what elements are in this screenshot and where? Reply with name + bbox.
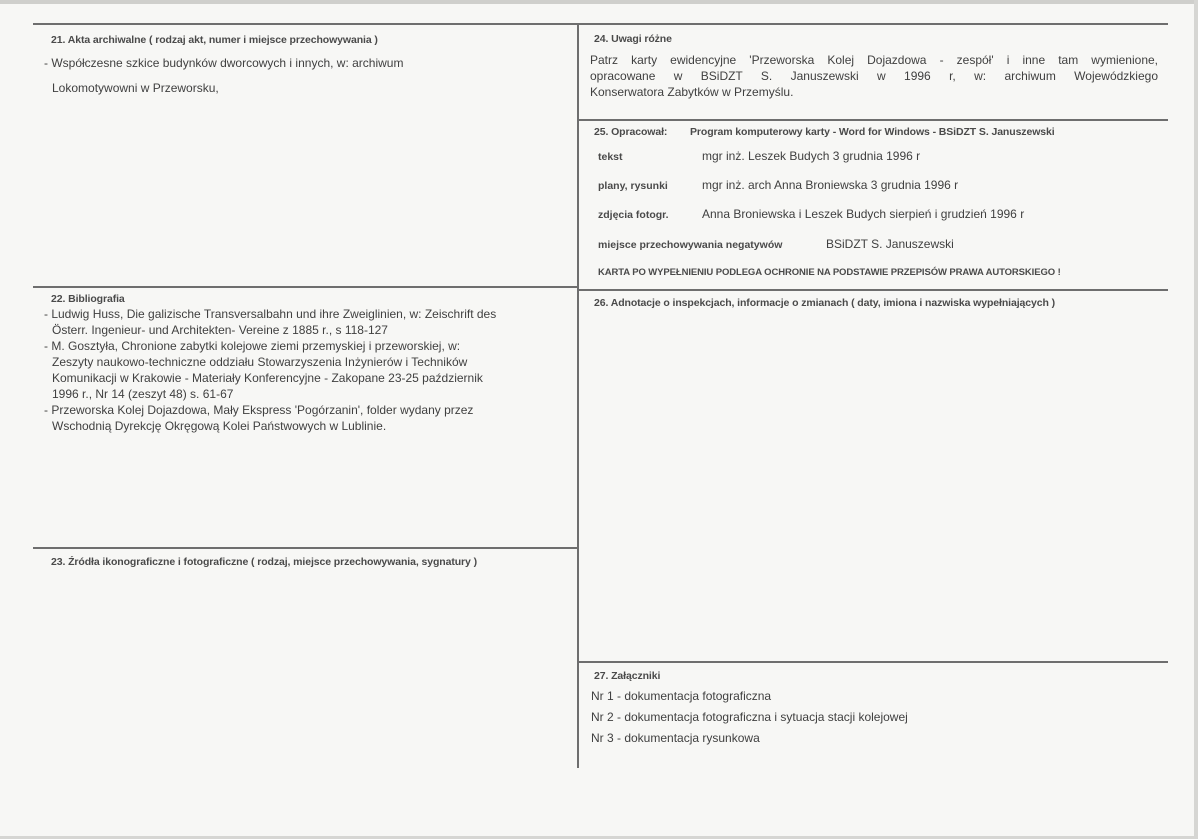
remarks-line: Patrz karty ewidencyjne 'Przeworska Kolej Dojazdowa - zespół' i inne tam wymienione, — [590, 53, 1158, 67]
attachment-item: Nr 2 - dokumentacja fotograficzna i sytuacja stacji kolejowej — [591, 710, 908, 724]
section-21-line: Lokomotywowni w Przeworsku, — [52, 81, 219, 95]
author-row-value: mgr inż. arch Anna Broniewska 3 grudnia 1996 r — [702, 178, 959, 192]
section-24-body — [590, 52, 1158, 100]
section-25-program: Program komputerowy karty - Word for Windows - BSiDZT S. Januszewski — [690, 126, 1055, 138]
bibliography-line: - Ludwig Huss, Die galizische Transversalbahn und ihre Zweiglinien, w: Zeischrift des — [44, 307, 497, 321]
section-26-header: 26. Adnotacje o inspekcjach, informacje o zmianach ( daty, imiona i nazwiska wypełniających ) — [594, 297, 1056, 309]
section-24-header: 24. Uwagi różne — [594, 33, 672, 45]
attachment-item: Nr 3 - dokumentacja rysunkowa — [591, 731, 760, 745]
remarks-line: Konserwatora Zabytków w Przemyślu. — [590, 85, 794, 99]
rule-left-21-22 — [33, 286, 578, 288]
section-22-body — [44, 306, 574, 434]
rule-right-24-25 — [578, 119, 1168, 121]
bibliography-line: - M. Gosztyła, Chronione zabytki kolejowe ziemi przemyskiej i przeworskiej, w: — [44, 339, 461, 353]
remarks-line: opracowane w BSiDZT S. Januszewski w 1996 r, w: archiwum Wojewódzkiego — [590, 69, 1158, 83]
rule-left-22-23 — [33, 547, 578, 549]
section-27-header: 27. Załączniki — [594, 670, 661, 682]
card-edge-top — [0, 0, 1198, 4]
section-23-header: 23. Źródła ikonograficzne i fotograficzne ( rodzaj, miejsce przechowywania, sygnatury ) — [51, 556, 477, 568]
bibliography-line: Österr. Ingenieur- und Architekten- Vereine z 1885 r., s 118-127 — [52, 323, 388, 337]
bibliography-line: Zeszyty naukowo-techniczne oddziału Stowarzyszenia Inżynierów i Techników — [52, 355, 468, 369]
author-row-value: BSiDZT S. Januszewski — [826, 237, 954, 251]
card-edge-right — [1194, 0, 1198, 839]
copyright-notice: KARTA PO WYPEŁNIENIU PODLEGA OCHRONIE NA PODSTAWIE PRZEPISÓW PRAWA AUTORSKIEGO ! — [598, 267, 1061, 278]
section-25-label: 25. Opracował: — [594, 126, 668, 138]
bibliography-line: Komunikacji w Krakowie - Materiały Konferencyjne - Zakopane 23-25 październik — [52, 371, 483, 385]
author-row-label: zdjęcia fotogr. — [598, 209, 669, 221]
rule-right-26-27 — [578, 661, 1168, 663]
bibliography-line: - Przeworska Kolej Dojazdowa, Mały Ekspress 'Pogórzanin', folder wydany przez — [44, 403, 474, 417]
section-21-line: - Współczesne szkice budynków dworcowych i innych, w: archiwum — [44, 56, 404, 70]
attachment-item: Nr 1 - dokumentacja fotograficzna — [591, 689, 772, 703]
section-22-header: 22. Bibliografia — [51, 293, 125, 305]
bibliography-line: 1996 r., Nr 14 (zeszyt 48) s. 61-67 — [52, 387, 234, 401]
author-row-value: Anna Broniewska i Leszek Budych sierpień i grudzień 1996 r — [702, 207, 1025, 221]
center-divider — [577, 23, 579, 768]
bibliography-line: Wschodnią Dyrekcję Okręgową Kolei Państwowych w Lublinie. — [52, 419, 387, 433]
top-rule — [33, 23, 1168, 25]
section-21-header: 21. Akta archiwalne ( rodzaj akt, numer i miejsce przechowywania ) — [51, 34, 378, 46]
author-row-value: mgr inż. Leszek Budych 3 grudnia 1996 r — [702, 149, 921, 163]
author-row-label: tekst — [598, 151, 623, 163]
author-row-label: miejsce przechowywania negatywów — [598, 239, 783, 251]
author-row-label: plany, rysunki — [598, 180, 668, 192]
rule-right-25-26 — [578, 289, 1168, 291]
